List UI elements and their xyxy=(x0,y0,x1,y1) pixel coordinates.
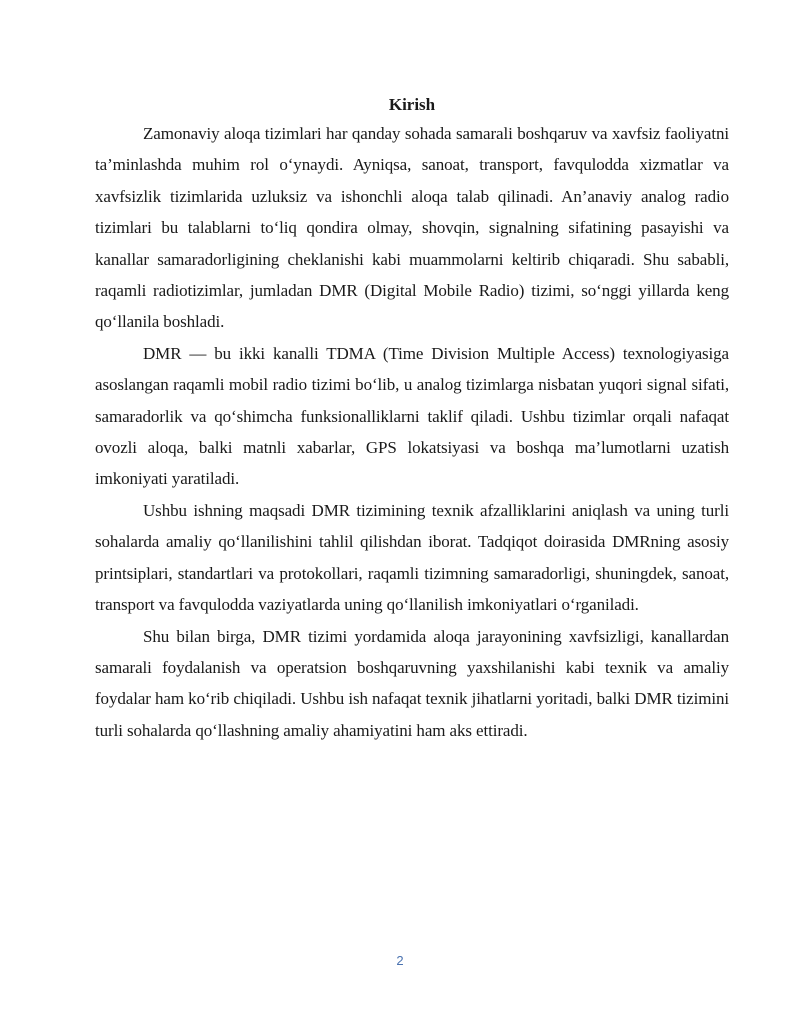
paragraph-4: Shu bilan birga, DMR tizimi yordamida aloqa jarayonining xavfsizligi, kanallardan samarali foydalanish va operatsion boshqaruvning yaxshilanishi kabi texnik va amaliy foydalar ham ko‘rib chiqiladi. Ushbu ish nafaqat texnik jihatlarni yoritadi, balki DMR tizimini turli sohalarda qo‘llashning amaliy ahamiyatini ham aks ettiradi. xyxy=(95,626,729,740)
paragraph-3: Ushbu ishning maqsadi DMR tizimining texnik afzalliklarini aniqlash va uning turli sohalarda amaliy qo‘llanilishini tahlil qilishdan iborat. Tadqiqot doirasida DMRning asosiy printsiplari, standartlari va protokollari, raqamli tizimning samaradorligi, shuningdek, sanoat, transport va favqulodda vaziyatlarda uning qo‘llanilish imkoniyatlari o‘rganiladi. xyxy=(95,500,729,615)
section-title: Kirish xyxy=(388,95,436,114)
page-number: 2 xyxy=(396,953,404,968)
document-page xyxy=(95,94,729,746)
paragraph-2: DMR — bu ikki kanalli TDMA (Time Division Multiple Access) texnologiyasiga asoslangan raqamli mobil radio tizimi bo‘lib, u analog tizimlarga nisbatan yuqori signal sifati, samaradorlik va qo‘shimcha funksionalliklarni taklif qiladi. Ushbu tizimlar orqali nafaqat ovozli aloqa, balki matnli xabarlar, GPS lokatsiyasi va boshqa ma’lumotlarni uzatish imkoniyati yaratiladi. xyxy=(95,343,729,489)
paragraph-1: Zamonaviy aloqa tizimlari har qanday sohada samarali boshqaruv va xavfsiz faoliyatni ta’minlashda muhim rol o‘ynaydi. Ayniqsa, sanoat, transport, favqulodda xizmatlar va xavfsizlik tizimlarida uzluksiz va ishonchli aloqa talab qilinadi. An’anaviy analog radio tizimlari bu talablarni to‘liq qondira olmay, shovqin, signalning sifatining pasayishi va kanallar samaradorligining cheklanishi kabi muammolarni keltirib chiqaradi. Shu sababli, raqamli radiotizimlar, jumladan DMR (Digital Mobile Radio) tizimi, so‘nggi yillarda keng qo‘llanila boshladi. xyxy=(95,124,729,332)
